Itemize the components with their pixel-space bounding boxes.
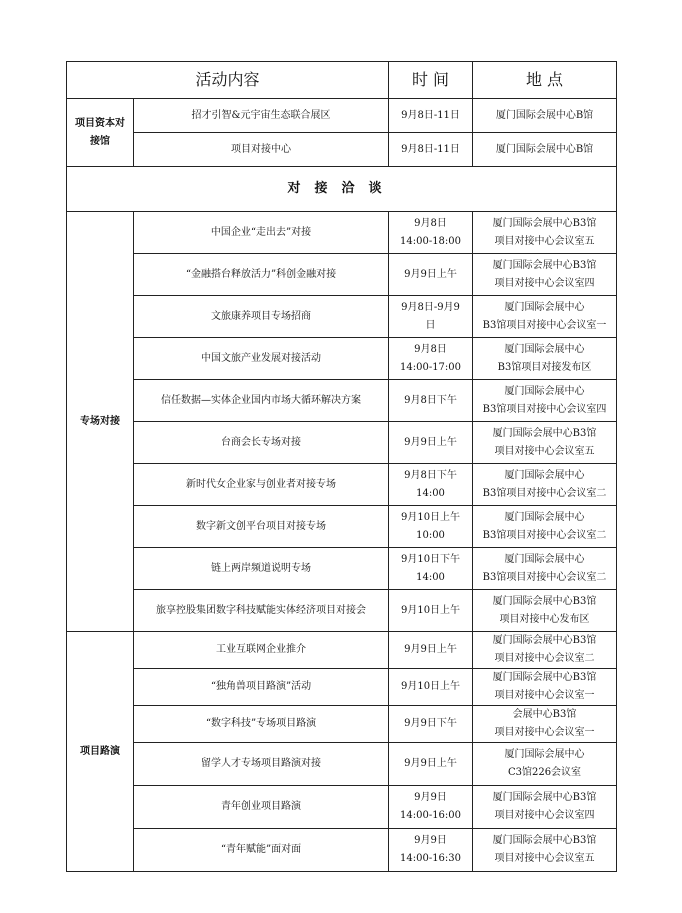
activity-cell: 项目对接中心: [134, 133, 389, 167]
place-cell: 厦门国际会展中心B3馆 项目对接中心会议室五: [473, 422, 617, 464]
activity-cell: 中国企业“走出去”对接: [134, 212, 389, 254]
table-row: [67, 506, 617, 548]
section-row: [67, 167, 617, 212]
place-cell: 厦门国际会展中心 B3馆项目对接中心会议室二: [473, 506, 617, 548]
section-title: 对接洽谈: [67, 167, 617, 212]
place-cell: 厦门国际会展中心 B3馆项目对接中心会议室二: [473, 548, 617, 590]
table-row: [67, 743, 617, 786]
time-cell: 9月10日上午 10:00: [389, 506, 473, 548]
table-row: [67, 338, 617, 380]
place-cell: 厦门国际会展中心 C3馆226会议室: [473, 743, 617, 786]
group-label-capital: 项目资本对接馆: [67, 99, 134, 167]
place-cell: 厦门国际会展中心B3馆 项目对接中心会议室二: [473, 632, 617, 669]
table-row: [67, 590, 617, 632]
place-cell: 厦门国际会展中心 B3馆项目对接中心会议室二: [473, 464, 617, 506]
place-cell: 厦门国际会展中心B3馆 项目对接中心会议室五: [473, 829, 617, 872]
activity-cell: 文旅康养项目专场招商: [134, 296, 389, 338]
schedule-table: [66, 61, 617, 872]
table-row: [67, 99, 617, 133]
table-row: [67, 296, 617, 338]
time-cell: 9月10日上午: [389, 590, 473, 632]
activity-cell: “金融搭台释放活力”科创金融对接: [134, 254, 389, 296]
header-row: [67, 62, 617, 99]
time-cell: 9月8日-9月9 日: [389, 296, 473, 338]
time-cell: 9月9日 14:00-16:30: [389, 829, 473, 872]
activity-cell: 信任数据—实体企业国内市场大循环解决方案: [134, 380, 389, 422]
activity-cell: “青年赋能”面对面: [134, 829, 389, 872]
table-row: [67, 548, 617, 590]
place-cell: 会展中心B3馆 项目对接中心会议室一: [473, 706, 617, 743]
table-row: [67, 422, 617, 464]
place-cell: 厦门国际会展中心B3馆 项目对接中心会议室四: [473, 254, 617, 296]
time-cell: 9月9日上午: [389, 254, 473, 296]
place-cell: 厦门国际会展中心B馆: [473, 99, 617, 133]
time-cell: 9月8日-11日: [389, 99, 473, 133]
time-cell: 9月9日上午: [389, 632, 473, 669]
table-row: [67, 706, 617, 743]
activity-cell: 链上两岸频道说明专场: [134, 548, 389, 590]
place-cell: 厦门国际会展中心B3馆 项目对接中心会议室一: [473, 669, 617, 706]
table-row: [67, 786, 617, 829]
time-cell: 9月8日 14:00-17:00: [389, 338, 473, 380]
activity-cell: 数字新文创平台项目对接专场: [134, 506, 389, 548]
table-row: [67, 133, 617, 167]
activity-cell: 青年创业项目路演: [134, 786, 389, 829]
table-row: [67, 212, 617, 254]
time-cell: 9月10日下午 14:00: [389, 548, 473, 590]
group-label-roadshow: 项目路演: [67, 632, 134, 872]
time-cell: 9月8日下午: [389, 380, 473, 422]
place-cell: 厦门国际会展中心B3馆 项目对接中心会议室五: [473, 212, 617, 254]
header-place: 地 点: [473, 62, 617, 99]
activity-cell: “独角兽项目路演”活动: [134, 669, 389, 706]
activity-cell: 工业互联网企业推介: [134, 632, 389, 669]
activity-cell: 新时代女企业家与创业者对接专场: [134, 464, 389, 506]
time-cell: 9月8日-11日: [389, 133, 473, 167]
place-cell: 厦门国际会展中心 B3馆项目对接中心会议室一: [473, 296, 617, 338]
header-activity: 活动内容: [67, 62, 389, 99]
time-cell: 9月9日上午: [389, 743, 473, 786]
header-time: 时 间: [389, 62, 473, 99]
table-row: [67, 380, 617, 422]
time-cell: 9月9日 14:00-16:00: [389, 786, 473, 829]
time-cell: 9月9日下午: [389, 706, 473, 743]
place-cell: 厦门国际会展中心B3馆 项目对接中心发布区: [473, 590, 617, 632]
activity-cell: 招才引智&元宇宙生态联合展区: [134, 99, 389, 133]
activity-cell: 台商会长专场对接: [134, 422, 389, 464]
activity-cell: 旅享控股集团数字科技赋能实体经济项目对接会: [134, 590, 389, 632]
time-cell: 9月10日上午: [389, 669, 473, 706]
table-row: [67, 669, 617, 706]
time-cell: 9月9日上午: [389, 422, 473, 464]
table-row: [67, 464, 617, 506]
table-row: [67, 254, 617, 296]
time-cell: 9月8日 14:00-18:00: [389, 212, 473, 254]
place-cell: 厦门国际会展中心 B3馆项目对接中心会议室四: [473, 380, 617, 422]
activity-cell: 留学人才专场项目路演对接: [134, 743, 389, 786]
place-cell: 厦门国际会展中心 B3馆项目对接发布区: [473, 338, 617, 380]
table-row: [67, 829, 617, 872]
activity-cell: 中国文旅产业发展对接活动: [134, 338, 389, 380]
activity-cell: “数字科技”专场项目路演: [134, 706, 389, 743]
place-cell: 厦门国际会展中心B3馆 项目对接中心会议室四: [473, 786, 617, 829]
place-cell: 厦门国际会展中心B馆: [473, 133, 617, 167]
time-cell: 9月8日下午 14:00: [389, 464, 473, 506]
table-row: [67, 632, 617, 669]
group-label-special: 专场对接: [67, 212, 134, 632]
